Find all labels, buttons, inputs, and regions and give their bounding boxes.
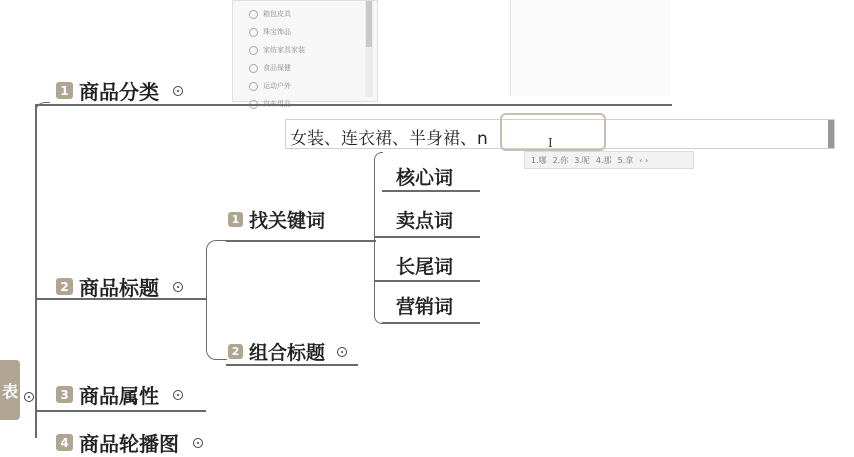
branch-category[interactable] — [56, 76, 183, 105]
category-list-panel — [232, 0, 378, 102]
branch-label: 商品分类 — [79, 80, 159, 104]
branch-attributes[interactable] — [56, 380, 183, 409]
category-list-item[interactable] — [249, 5, 305, 23]
branch-number-badge: 2 — [56, 278, 73, 295]
ime-candidate[interactable]: 3.呢 — [574, 156, 590, 165]
keyword-label: 长尾词 — [396, 256, 454, 278]
editor-scrollbar[interactable] — [828, 120, 834, 148]
category-list-item[interactable] — [249, 23, 305, 41]
keyword-line-1 — [382, 190, 480, 192]
branch-label: 商品属性 — [79, 384, 159, 408]
list-item-label: 珠宝饰品 — [263, 28, 291, 36]
keyword-connector — [374, 152, 383, 324]
branch-number-badge: 1 — [56, 82, 73, 99]
text-cursor: I — [548, 136, 553, 150]
sub-number-badge: 2 — [228, 344, 243, 359]
sub-number-badge: 1 — [228, 212, 243, 227]
keyword-line-3 — [374, 280, 480, 282]
find-keywords-node[interactable] — [228, 206, 325, 233]
collapse-icon[interactable] — [173, 86, 183, 96]
keyword-long-tail[interactable] — [396, 252, 453, 279]
collapse-icon[interactable] — [193, 438, 203, 448]
collapse-icon[interactable] — [24, 392, 34, 402]
collapse-icon[interactable] — [173, 390, 183, 400]
list-item-label: 食品保健 — [263, 64, 291, 72]
category-list-item[interactable] — [249, 59, 305, 77]
main-spine — [35, 104, 37, 438]
keyword-marketing[interactable] — [396, 292, 453, 319]
radio-icon — [249, 28, 258, 37]
sub-label: 找关键词 — [249, 210, 326, 232]
branch-carousel[interactable] — [56, 428, 203, 457]
root-node-label: 表 — [1, 381, 18, 401]
category-list-item[interactable] — [249, 77, 305, 95]
ime-candidate[interactable]: 5.拿 — [617, 156, 634, 165]
ime-candidate[interactable]: 2.你 — [552, 156, 569, 165]
branch-number-badge: 4 — [56, 434, 73, 451]
ime-page-nav[interactable]: ‹ › — [639, 156, 649, 165]
radio-icon — [249, 46, 258, 55]
branch-3-line — [36, 410, 206, 412]
ime-candidate[interactable]: 1.哪 — [531, 156, 547, 165]
keyword-label: 卖点词 — [396, 210, 454, 232]
branch-label: 商品轮播图 — [79, 432, 179, 456]
ime-candidate-bar[interactable] — [524, 151, 694, 169]
root-node[interactable] — [0, 360, 20, 420]
ime-candidate[interactable]: 4.那 — [595, 156, 612, 165]
branch-title[interactable] — [56, 272, 183, 301]
keyword-label: 营销词 — [396, 296, 454, 318]
radio-icon — [249, 10, 258, 19]
list-item-label: 家纺家具家装 — [263, 46, 305, 54]
sub-line-1 — [226, 240, 376, 242]
keyword-core[interactable] — [396, 163, 453, 190]
combine-title-node[interactable] — [228, 338, 347, 365]
collapse-icon[interactable] — [173, 282, 183, 292]
list-item-label: 运动户外 — [263, 82, 291, 90]
sub-label: 组合标题 — [249, 342, 326, 364]
keyword-line-4 — [382, 322, 480, 324]
category-list — [249, 5, 305, 113]
keyword-line-2 — [374, 236, 480, 238]
ime-candidates — [531, 155, 687, 166]
branch-label: 商品标题 — [79, 276, 159, 300]
radio-icon — [249, 64, 258, 73]
sub-connector — [206, 240, 227, 360]
collapse-icon[interactable] — [337, 347, 347, 357]
category-list-item[interactable] — [249, 41, 305, 59]
keyword-selling-point[interactable] — [396, 206, 453, 233]
keyword-label: 核心词 — [396, 167, 454, 189]
radio-icon — [249, 82, 258, 91]
side-panel — [510, 0, 671, 96]
branch-number-badge: 3 — [56, 386, 73, 403]
text-selection-box — [500, 113, 606, 151]
list-item-label: 箱包皮具 — [263, 10, 291, 18]
scrollbar[interactable] — [365, 1, 373, 97]
editor-text: 女装、连衣裙、半身裙、n — [290, 129, 488, 149]
